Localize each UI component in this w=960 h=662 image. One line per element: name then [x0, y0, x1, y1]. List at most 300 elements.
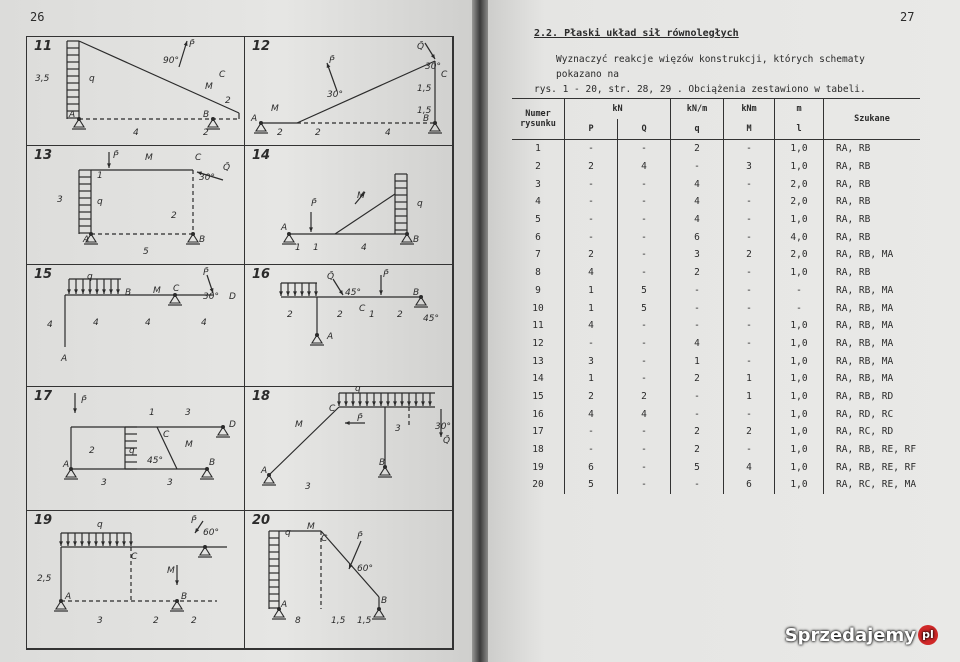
hinge-dot: [203, 545, 207, 549]
force-P-head: [309, 227, 313, 232]
A-label: A: [65, 592, 72, 602]
dist-load-arrow-head: [421, 401, 425, 406]
Q-label: Q̄: [327, 272, 335, 282]
cell-n: 5: [535, 214, 541, 226]
cell-q: 4: [671, 175, 724, 193]
col-numer-rysunku: [512, 99, 565, 140]
cell-M: 3: [724, 158, 775, 176]
figure-14: [245, 146, 453, 265]
cell-Q: 4: [618, 158, 671, 176]
col-kN-m: kN/m: [671, 99, 724, 120]
A-label: A: [327, 332, 334, 342]
cell-M: -: [724, 282, 775, 300]
dim-label: 1,5: [357, 616, 372, 626]
dim-label: 1,5: [331, 616, 346, 626]
M-label: M: [271, 104, 279, 114]
table-row: [512, 140, 920, 158]
dist-load-arrow-head: [95, 289, 99, 294]
D-label: D: [229, 420, 236, 430]
moment-arc-head: [175, 580, 179, 585]
A-label: A: [261, 466, 268, 476]
cell-need: RA, RB: [824, 175, 921, 193]
cell-Q: 2: [618, 388, 671, 406]
cell-need: RA, RB, MA: [824, 370, 921, 388]
cell-P: 4: [565, 405, 618, 423]
cell-l: 1,0: [775, 370, 824, 388]
cell-need: RA, RB: [824, 228, 921, 246]
C-label: C: [163, 430, 170, 440]
cell-l: 1,0: [775, 158, 824, 176]
cell-n: 8: [535, 267, 541, 279]
page-number-right: 27: [900, 10, 915, 24]
dist-load-arrow-head: [102, 289, 106, 294]
dist-load-arrow-head: [122, 541, 126, 546]
dist-load-arrow-head: [88, 289, 92, 294]
dim-label: 2: [315, 128, 321, 138]
Q-label: Q̄: [443, 436, 451, 446]
M-label: M: [295, 420, 303, 430]
col-szukane: Szukane: [824, 99, 921, 140]
C-label: C: [321, 534, 328, 544]
figure-diagram: [245, 265, 453, 387]
cell-l: 1,0: [775, 317, 824, 335]
cell-M: -: [724, 352, 775, 370]
force-P-head: [184, 41, 188, 46]
C-label: C: [329, 404, 336, 414]
angle-label: 60°: [203, 528, 219, 538]
cell-need: RA, RC, RD: [824, 423, 921, 441]
cell-q: 3: [671, 246, 724, 264]
cell-l: 2,0: [775, 246, 824, 264]
dist-load-arrow-head: [286, 291, 290, 296]
dim-label: 2: [337, 310, 343, 320]
cell-P: -: [565, 335, 618, 353]
cell-q: -: [671, 299, 724, 317]
cell-M: 2: [724, 246, 775, 264]
table-row: [512, 317, 920, 335]
cell-P: 6: [565, 458, 618, 476]
dist-load-arrow-head: [307, 291, 311, 296]
figure-20: [245, 511, 453, 649]
dist-load-arrow-head: [337, 401, 341, 406]
dist-load-arrow-head: [81, 289, 85, 294]
cell-l: 1,0: [775, 476, 824, 494]
hinge-dot: [287, 232, 291, 236]
cell-q: -: [671, 282, 724, 300]
cell-n: 9: [535, 284, 541, 296]
cell-l: 1,0: [775, 388, 824, 406]
B-label: B: [379, 458, 386, 468]
cell-n: 16: [532, 408, 544, 420]
table-row: [512, 458, 920, 476]
cell-M: -: [724, 405, 775, 423]
watermark-text: Sprzedajemy: [784, 625, 916, 646]
M-label: M: [167, 566, 175, 576]
col-M: M: [724, 119, 775, 140]
force-P-head: [107, 163, 111, 168]
cell-need: RA, RC, RE, MA: [824, 476, 921, 494]
dist-load-arrow-head: [379, 401, 383, 406]
dim-label: 3: [101, 478, 107, 488]
dim-label: 4: [385, 128, 391, 138]
cell-n: 10: [532, 302, 544, 314]
cell-Q: -: [618, 458, 671, 476]
cell-Q: -: [618, 246, 671, 264]
table-row: [512, 388, 920, 406]
dim-label: 2: [225, 96, 231, 106]
cell-Q: -: [618, 193, 671, 211]
cell-Q: -: [618, 335, 671, 353]
B-label: B: [413, 288, 420, 298]
B-label: B: [423, 114, 430, 124]
cell-M: -: [724, 211, 775, 229]
cell-P: -: [565, 211, 618, 229]
cell-P: -: [565, 441, 618, 459]
dist-load-arrow-head: [73, 541, 77, 546]
member-line: [269, 407, 339, 475]
right-page: [488, 0, 960, 662]
q-label: q: [97, 197, 103, 207]
A-label: A: [251, 114, 258, 124]
A-label: A: [281, 223, 288, 233]
C-label: C: [359, 304, 366, 314]
dim-label: 1: [295, 243, 301, 253]
dim-label: 4: [93, 318, 99, 328]
cell-l: 4,0: [775, 228, 824, 246]
figure-number: 16: [252, 267, 271, 282]
cell-n: 14: [532, 373, 544, 385]
cell-q: 5: [671, 458, 724, 476]
cell-q: 2: [671, 441, 724, 459]
cell-need: RA, RB: [824, 140, 921, 158]
table-row: [512, 335, 920, 353]
dist-load-arrow-head: [115, 541, 119, 546]
cell-P: 3: [565, 352, 618, 370]
section-title: 2.2. Płaski układ sił równoległych: [534, 28, 739, 39]
cell-l: 1,0: [775, 335, 824, 353]
cell-n: 17: [532, 426, 544, 438]
cell-P: -: [565, 175, 618, 193]
cell-need: RA, RB, MA: [824, 317, 921, 335]
dist-load-arrow-head: [344, 401, 348, 406]
cell-M: -: [724, 175, 775, 193]
dist-load-arrow-head: [407, 401, 411, 406]
figure-number: 12: [252, 39, 271, 54]
cell-need: RA, RB: [824, 264, 921, 282]
cell-P: -: [565, 423, 618, 441]
member-line: [79, 41, 239, 113]
cell-Q: -: [618, 476, 671, 494]
table-row: [512, 175, 920, 193]
figure-diagram: [27, 146, 245, 265]
cell-M: -: [724, 193, 775, 211]
q-label: q: [417, 199, 423, 209]
cell-Q: 5: [618, 282, 671, 300]
dim-label: 4: [47, 320, 53, 330]
cell-q: 1: [671, 352, 724, 370]
cell-M: 1: [724, 388, 775, 406]
hinge-dot: [405, 232, 409, 236]
cell-Q: -: [618, 175, 671, 193]
cell-l: 2,0: [775, 193, 824, 211]
figure-diagram: [27, 37, 245, 146]
cell-q: 4: [671, 193, 724, 211]
cell-P: 5: [565, 476, 618, 494]
table-row: [512, 282, 920, 300]
hinge-dot: [89, 232, 93, 236]
hinge-dot: [419, 295, 423, 299]
dim-label: 2: [277, 128, 283, 138]
figure-diagram: [245, 511, 453, 649]
q-label: q: [129, 446, 135, 456]
cell-need: RA, RB, RD: [824, 388, 921, 406]
cell-n: 7: [535, 249, 541, 261]
cell-P: 1: [565, 282, 618, 300]
cell-n: 1: [535, 143, 541, 155]
dim-label: 3: [305, 482, 311, 492]
dim-label: 2: [171, 211, 177, 221]
dist-load-arrow-head: [101, 541, 105, 546]
intro-line-1: Wyznaczyć reakcje więzów konstrukcji, których schematy pokazano na: [556, 54, 865, 80]
table-row: [512, 405, 920, 423]
cell-need: RA, RB, MA: [824, 246, 921, 264]
cell-P: -: [565, 140, 618, 158]
P-label: P̄: [113, 151, 119, 161]
dim-label: 3,5: [35, 74, 50, 84]
P-label: P̄: [357, 532, 363, 542]
cell-P: 1: [565, 370, 618, 388]
cell-n: 18: [532, 444, 544, 456]
hinge-dot: [259, 121, 263, 125]
cell-l: -: [775, 299, 824, 317]
angle-label: 45°: [345, 288, 361, 298]
figure-grid: [26, 36, 454, 650]
cell-n: 6: [535, 231, 541, 243]
q-label: q: [89, 74, 95, 84]
loads-table: [512, 98, 920, 494]
angle-label: 30°: [203, 292, 219, 302]
cell-l: 1,0: [775, 458, 824, 476]
dim-label: 2: [397, 310, 403, 320]
q-label: q: [97, 520, 103, 530]
col-Q: Q: [618, 119, 671, 140]
M-label: M: [357, 191, 365, 201]
cell-q: -: [671, 158, 724, 176]
dist-load-arrow-head: [365, 401, 369, 406]
dist-load-arrow-head: [400, 401, 404, 406]
hinge-dot: [377, 607, 381, 611]
force-P-head: [379, 290, 383, 295]
member-line: [335, 194, 395, 234]
cell-P: 2: [565, 158, 618, 176]
q-label: q: [87, 272, 93, 282]
figure-number: 19: [34, 513, 53, 528]
cell-q: 4: [671, 211, 724, 229]
cell-q: -: [671, 476, 724, 494]
cell-q: 2: [671, 140, 724, 158]
dist-load-arrow-head: [351, 401, 355, 406]
figure-13: [27, 146, 245, 265]
hinge-dot: [221, 425, 225, 429]
q-label: q: [285, 528, 291, 538]
force-P-head: [345, 421, 350, 425]
cell-q: 2: [671, 423, 724, 441]
cell-M: 2: [724, 423, 775, 441]
B-label: B: [209, 458, 216, 468]
A-label: A: [63, 460, 70, 470]
figure-diagram: [245, 37, 453, 146]
P-label: P̄: [81, 396, 87, 406]
angle-label: 30°: [435, 422, 451, 432]
P-label: P̄: [189, 40, 195, 50]
dim-label: 1: [369, 310, 375, 320]
B-label: B: [181, 592, 188, 602]
angle-label: 30°: [199, 173, 215, 183]
hinge-dot: [315, 333, 319, 337]
dim-label: 1,5: [417, 84, 432, 94]
dist-load-arrow-head: [87, 541, 91, 546]
cell-need: RA, RB, RE, RF: [824, 458, 921, 476]
hinge-dot: [175, 599, 179, 603]
cell-M: -: [724, 299, 775, 317]
dist-load-arrow-head: [393, 401, 397, 406]
cell-need: RA, RD, RC: [824, 405, 921, 423]
P-label: P̄: [329, 56, 335, 66]
cell-M: -: [724, 441, 775, 459]
dim-label: 1: [97, 171, 103, 181]
dim-label: 2: [153, 616, 159, 626]
cell-M: -: [724, 317, 775, 335]
dist-load-arrow-head: [293, 291, 297, 296]
P-label: P̄: [311, 199, 317, 209]
cell-P: 2: [565, 246, 618, 264]
cell-M: 1: [724, 370, 775, 388]
cell-P: -: [565, 193, 618, 211]
cell-Q: -: [618, 228, 671, 246]
dim-label: 5: [143, 247, 149, 257]
cell-n: 3: [535, 178, 541, 190]
D-label: D: [229, 292, 236, 302]
M-label: M: [307, 522, 315, 532]
cell-P: -: [565, 228, 618, 246]
cell-Q: -: [618, 352, 671, 370]
figure-number: 15: [34, 267, 53, 282]
B-label: B: [199, 235, 206, 245]
cell-l: 1,0: [775, 441, 824, 459]
col-q: q: [671, 119, 724, 140]
cell-P: 4: [565, 317, 618, 335]
cell-n: 12: [532, 337, 544, 349]
cell-P: 1: [565, 299, 618, 317]
watermark: [785, 625, 938, 646]
cell-M: -: [724, 335, 775, 353]
col-m: m: [775, 99, 824, 120]
dim-label: 3: [57, 195, 63, 205]
C-label: C: [195, 153, 202, 163]
figure-11: [27, 37, 245, 146]
P-label: P̄: [357, 414, 363, 424]
dim-label: 4: [201, 318, 207, 328]
book-gutter: [472, 0, 488, 662]
cell-Q: -: [618, 441, 671, 459]
cell-Q: -: [618, 264, 671, 282]
M-label: M: [205, 82, 213, 92]
loads-table-body: [512, 140, 920, 494]
A-label: A: [69, 110, 76, 120]
hinge-dot: [59, 599, 63, 603]
cell-q: 2: [671, 264, 724, 282]
angle-label: 60°: [357, 564, 373, 574]
dist-load-arrow-head: [279, 291, 283, 296]
cell-n: 15: [532, 390, 544, 402]
cell-n: 13: [532, 355, 544, 367]
cell-Q: -: [618, 140, 671, 158]
table-row: [512, 246, 920, 264]
dim-label: 2: [89, 446, 95, 456]
figure-number: 13: [34, 148, 53, 163]
hinge-dot: [77, 117, 81, 121]
dim-label: 1: [149, 408, 155, 418]
cell-M: -: [724, 264, 775, 282]
col-numer: Numer: [525, 109, 551, 119]
C-label: C: [173, 284, 180, 294]
B-label: B: [203, 110, 210, 120]
cell-need: RA, RB: [824, 193, 921, 211]
cell-need: RA, RB, MA: [824, 335, 921, 353]
dist-load-arrow-head: [428, 401, 432, 406]
figure-diagram: [245, 387, 453, 511]
dim-label: 1,5: [417, 106, 432, 116]
table-row: [512, 476, 920, 494]
cell-Q: -: [618, 211, 671, 229]
A-label: A: [61, 354, 68, 364]
table-row: [512, 441, 920, 459]
cell-n: 2: [535, 161, 541, 173]
dist-load-arrow-head: [358, 401, 362, 406]
angle-label: 30°: [327, 90, 343, 100]
dist-load-arrow-head: [129, 541, 133, 546]
figure-19: [27, 511, 245, 649]
cell-P: 4: [565, 264, 618, 282]
intro-text: [534, 52, 914, 97]
table-row: [512, 211, 920, 229]
col-P: P: [565, 119, 618, 140]
left-page: [0, 0, 472, 662]
dist-load-arrow-head: [372, 401, 376, 406]
cell-n: 20: [532, 479, 544, 491]
dim-label: 1: [313, 243, 319, 253]
cell-l: -: [775, 282, 824, 300]
cell-need: RA, RB: [824, 211, 921, 229]
cell-M: 4: [724, 458, 775, 476]
intro-line-2: rys. 1 - 20, str. 28, 29 . Obciążenia zestawiono w tabeli.: [534, 84, 866, 95]
cell-l: 2,0: [775, 175, 824, 193]
figure-12: [245, 37, 453, 146]
figure-diagram: [27, 265, 245, 387]
dim-label: 3: [167, 478, 173, 488]
dist-load-arrow-head: [116, 289, 120, 294]
cell-P: 2: [565, 388, 618, 406]
cell-l: 1,0: [775, 211, 824, 229]
cell-l: 1,0: [775, 405, 824, 423]
dim-label: 2,5: [37, 574, 52, 584]
hinge-dot: [69, 467, 73, 471]
dim-label: 4: [361, 243, 367, 253]
C-label: C: [441, 70, 448, 80]
page-number-left: 26: [30, 10, 45, 24]
figure-number: 17: [34, 389, 53, 404]
hinge-dot: [191, 232, 195, 236]
